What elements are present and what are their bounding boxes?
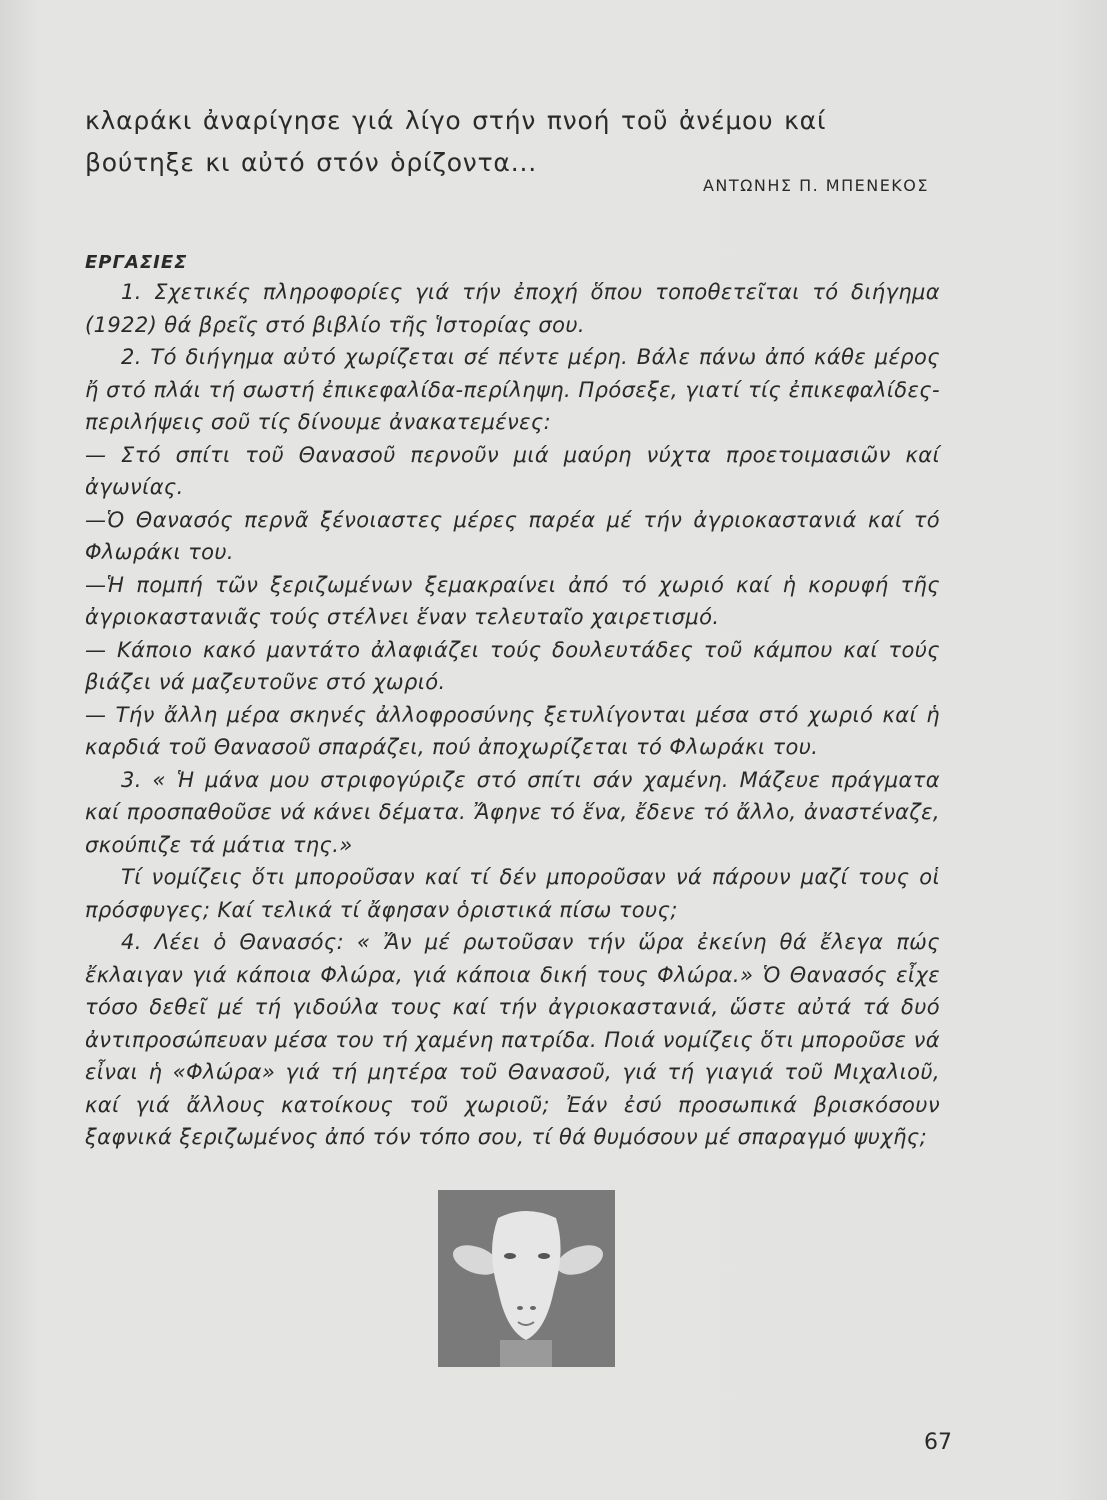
summary-item: — Τήν ἄλλη μέρα σκηνές ἀλλοφροσύνης ξετυλίγονται μέσα στό χωριό καί ἡ καρδιά τοῦ Θανασοῦ σπαράζει, πού ἀποχωρίζεται τό Φλωράκι του. xyxy=(85,702,940,759)
tasks-heading: ΕΡΓΑΣΙΕΣ xyxy=(85,252,188,273)
task-1: 1. Σχετικές πληροφορίες γιά τήν ἐποχή ὅπου τοποθετεῖται τό διήγημα (1922) θά βρεῖς στό βιβλίο τῆς Ἱστορίας σου. xyxy=(85,280,940,337)
goat-head-photo xyxy=(438,1190,615,1367)
tasks-section xyxy=(85,276,940,1154)
right-eye-shape xyxy=(538,1253,550,1259)
nostril-shape xyxy=(530,1306,536,1310)
goat-head-illustration xyxy=(438,1190,615,1367)
task-3-question: Τί νομίζεις ὅτι μποροῦσαν καί τί δέν μποροῦσαν νά πάρουν μαζί τους οἱ πρόσφυγες; Καί τελικά τί ἄφησαν ὁριστικά πίσω τους; xyxy=(85,865,940,922)
summary-item: —Ὁ Θανασός περνᾶ ξένοιαστες μέρες παρέα μέ τήν ἀγριοκαστανιά καί τό Φλωράκι του. xyxy=(85,507,940,564)
author-name: ΑΝΤΩΝΗΣ Π. ΜΠΕΝΕΚΟΣ xyxy=(702,176,929,195)
story-ending-text: κλαράκι ἀναρίγησε γιά λίγο στήν πνοή τοῦ ἀνέμου καί βούτηξε κι αὐτό στόν ὁρίζοντα... xyxy=(85,106,827,177)
summary-item: —Ἡ πομπή τῶν ξεριζωμένων ξεμακραίνει ἀπό τό χωριό καί ἡ κορυφή τῆς ἀγριοκαστανιᾶς τούς στέλνει ἕναν τελευταῖο χαιρετισμό. xyxy=(85,572,940,629)
nostril-shape xyxy=(517,1306,523,1310)
summary-item: — Κάποιο κακό μαντάτο ἀλαφιάζει τούς δουλευτάδες τοῦ κάμπου καί τούς βιάζει νά μαζευτοῦνε στό χωριό. xyxy=(85,637,940,694)
left-eye-shape xyxy=(504,1253,516,1259)
task-4: 4. Λέει ὁ Θανασός: « Ἄν μέ ρωτοῦσαν τήν ὥρα ἐκείνη θά ἔλεγα πώς ἔκλαιγαν γιά κάποια Φλώρα, γιά κάποια δική τους Φλώρα.» Ὁ Θανασός εἶχε τόσο δεθεῖ μέ τή γιδούλα τους καί τήν ἀγριοκαστανιά, ὥστε αὐτά τά δυό ἀντιπροσώπευαν μέσα του τή χαμένη πατρίδα. Ποιά νομίζεις ὅτι μποροῦσε νά εἶναι ἡ «Φλώρα» γιά τή μητέρα τοῦ Θανασοῦ, γιά τή γιαγιά τοῦ Μιχαλιοῦ, καί γιά ἄλλους κατοίκους τοῦ χωριοῦ; Ἐάν ἐσύ προσωπικά βρισκόσουν ξαφνικά ξεριζωμένος ἀπό τόν τόπο σου, τί θά θυμόσουν μέ σπαραγμό ψυχῆς; xyxy=(85,930,940,1149)
pedestal-shape xyxy=(500,1340,552,1367)
page-number: 67 xyxy=(924,1430,952,1455)
task-2: 2. Τό διήγημα αὐτό χωρίζεται σέ πέντε μέρη. Βάλε πάνω ἀπό κάθε μέρος ἤ στό πλάι τή σωστή ἐπικεφαλίδα-περίληψη. Πρόσεξε, γιατί τίς ἐπικεφαλίδες-περιλήψεις σοῦ τίς δίνουμε ἀνακατεμένες: xyxy=(85,345,940,434)
task-3: 3. « Ἡ μάνα μου στριφογύριζε στό σπίτι σάν χαμένη. Μάζευε πράγματα καί προσπαθοῦσε νά κάνει δέματα. Ἄφηνε τό ἕνα, ἔδενε τό ἄλλο, ἀναστέναζε, σκούπιζε τά μάτια της.» xyxy=(85,767,940,857)
summary-item: — Στό σπίτι τοῦ Θανασοῦ περνοῦν μιά μαύρη νύχτα προετοιμασιῶν καί ἀγωνίας. xyxy=(85,442,940,499)
